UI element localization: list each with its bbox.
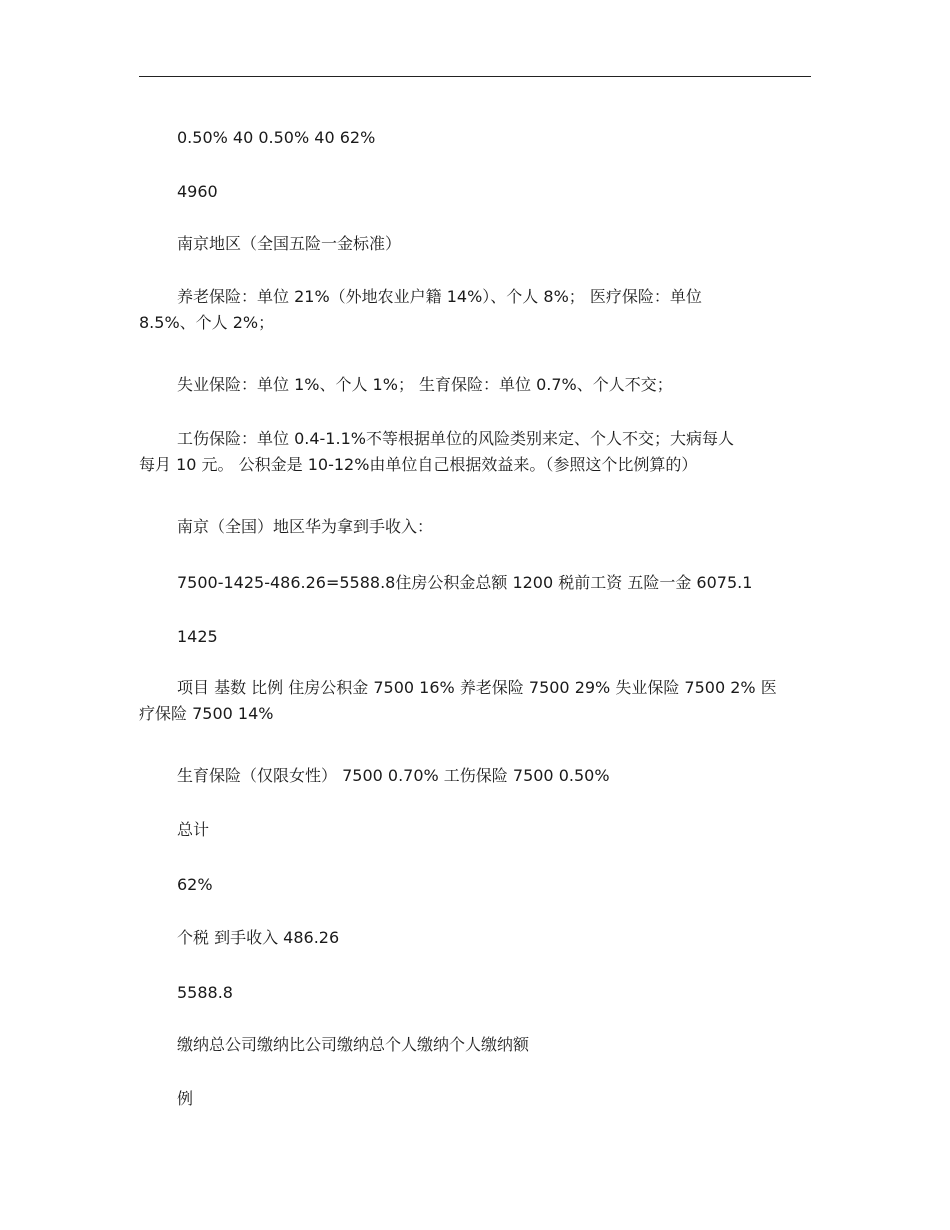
paragraph-line: 疗保险 7500 14% (139, 704, 274, 723)
paragraph-nanjing-heading: 南京地区（全国五险一金标准） (177, 234, 402, 253)
paragraph-income-calculation: 7500-1425-486.26=5588.8住房公积金总额 1200 税前工资 五险一金 6075.1 (177, 573, 753, 592)
paragraph-line: 工伤保险：单位 0.4-1.1%不等根据单位的风险类别来定、个人不交；大病每人 (177, 429, 734, 448)
paragraph-huawei-income: 南京（全国）地区华为拿到手收入： (177, 517, 434, 536)
paragraph-pension-medical (139, 284, 811, 336)
paragraph-line: 每月 10 元。 公积金是 10-12%由单位自己根据效益来。（参照这个比例算的） (139, 455, 698, 474)
paragraph-injury-fund (139, 426, 811, 478)
paragraph-maternity-injury: 生育保险（仅限女性） 7500 0.70% 工伤保险 7500 0.50% (177, 766, 610, 785)
paragraph-line: 8.5%、个人 2%； (139, 313, 275, 332)
paragraph-payment-header-continued: 例 (177, 1089, 194, 1108)
paragraph-item-table (139, 675, 811, 727)
header-rule (139, 76, 811, 77)
paragraph-value-1425: 1425 (177, 627, 218, 646)
paragraph-total-percent: 62% (177, 875, 213, 894)
paragraph-rates-summary: 0.50% 40 0.50% 40 62% (177, 128, 376, 147)
paragraph-payment-header: 缴纳总公司缴纳比公司缴纳总个人缴纳个人缴纳额 (177, 1035, 530, 1054)
paragraph-value-5588: 5588.8 (177, 983, 233, 1002)
paragraph-total-label: 总计 (177, 820, 210, 839)
paragraph-unemployment-maternity: 失业保险：单位 1%、个人 1%； 生育保险：单位 0.7%、个人不交； (177, 375, 673, 394)
paragraph-line: 项目 基数 比例 住房公积金 7500 16% 养老保险 7500 29% 失业保险 7500 2% 医 (177, 678, 777, 697)
paragraph-line: 养老保险：单位 21%（外地农业户籍 14%）、个人 8%； 医疗保险：单位 (177, 287, 702, 306)
paragraph-tax-income: 个税 到手收入 486.26 (177, 928, 340, 947)
paragraph-value-4960: 4960 (177, 182, 218, 201)
